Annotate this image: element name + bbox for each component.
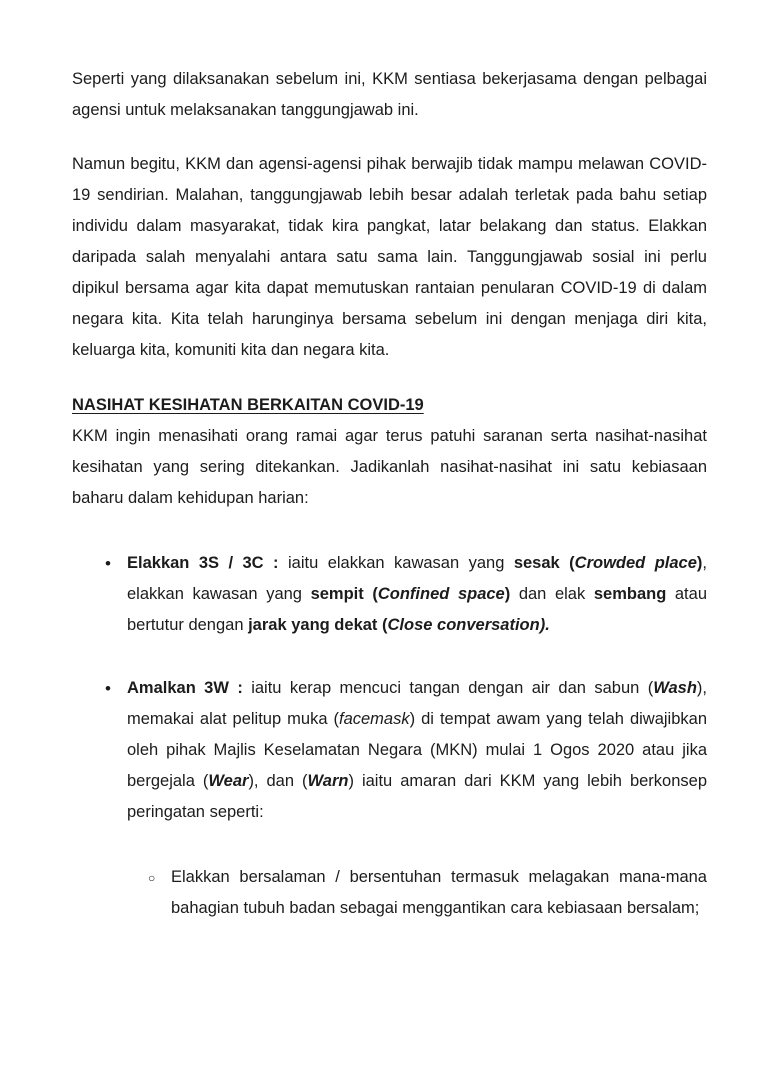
- bullet-text-amalkan-3w: Amalkan 3W : iaitu kerap mencuci tangan dengan air dan sabun (Wash), memakai alat pelitup muka (facemask) di tempat awam yang telah diwajibkan oleh pihak Majlis Keselamatan Negara (MKN) mulai 1 Ogos 2020 atau jika bergejala (Wear), dan (Warn) iaitu amaran dari KKM yang lebih berkonsep peringatan seperti:: [127, 679, 708, 821]
- sub-bullet-item-elakkan-bersalaman: [148, 862, 707, 924]
- bullet-item-amalkan-3w: [105, 673, 707, 828]
- paragraph-advice-intro: KKM ingin menasihati orang ramai agar terus patuhi saranan serta nasihat-nasihat kesihatan yang sering ditekankan. Jadikanlah nasihat-nasihat ini satu kebiasaan baharu dalam kehidupan harian:: [72, 427, 707, 507]
- sub-bullet-text-elakkan-bersalaman: Elakkan bersalaman / bersentuhan termasuk melagakan mana-mana bahagian tubuh badan sebagai menggantikan cara kebiasaan bersalam;: [171, 868, 707, 917]
- bullet-icon: •: [105, 554, 111, 573]
- bullet-item-elakkan-3s-3c: [105, 548, 707, 641]
- bullet-text-elakkan-3s-3c: Elakkan 3S / 3C : iaitu elakkan kawasan yang sesak (Crowded place), elakkan kawasan yang sempit (Confined space) dan elak sembang atau bertutur dengan jarak yang dekat (Close conversation).: [127, 554, 707, 634]
- bullet-icon: •: [105, 679, 111, 698]
- section-heading-nasihat-kesihatan: NASIHAT KESIHATAN BERKAITAN COVID-19: [72, 396, 424, 414]
- circle-bullet-icon: ○: [148, 871, 156, 885]
- paragraph-social-responsibility: Namun begitu, KKM dan agensi-agensi pihak berwajib tidak mampu melawan COVID-19 sendirian. Malahan, tanggungjawab lebih besar adalah terletak pada bahu setiap individu dalam masyarakat, tidak kira pangkat, latar belakang dan status. Elakkan daripada salah menyalahi antara satu sama lain. Tanggungjawab sosial ini perlu dipikul bersama agar kita dapat memutuskan rantaian penularan COVID-19 di dalam negara kita. Kita telah harunginya bersama sebelum ini dengan menjaga diri kita, keluarga kita, komuniti kita dan negara kita.: [72, 155, 707, 359]
- paragraph-cooperation: Seperti yang dilaksanakan sebelum ini, KKM sentiasa bekerjasama dengan pelbagai agensi untuk melaksanakan tanggungjawab ini.: [72, 70, 707, 119]
